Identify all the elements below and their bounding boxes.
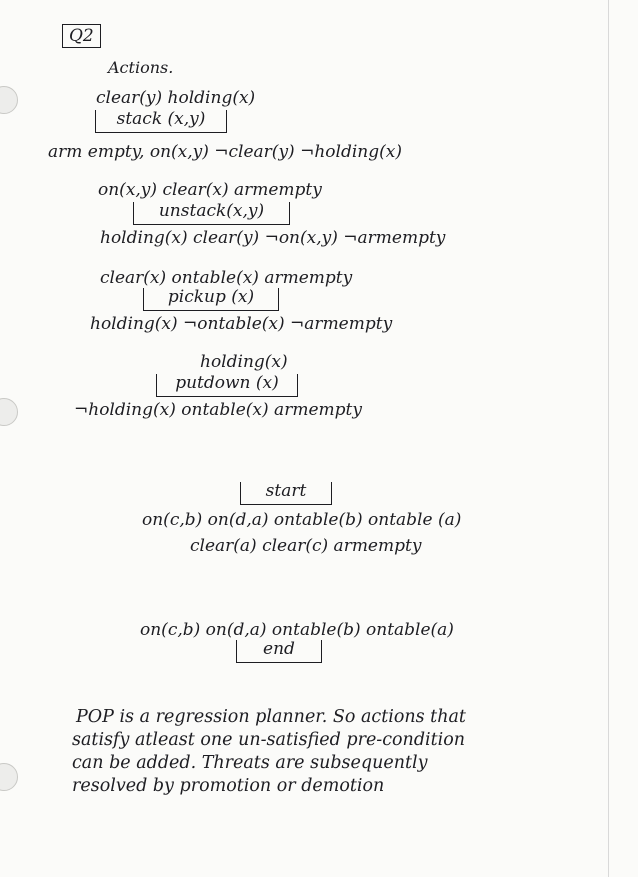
actions-heading: Actions. (108, 58, 174, 77)
punch-hole (0, 398, 18, 426)
unstack-action-box (133, 202, 290, 225)
explanation-line-2: satisfy atleast one un-satisfied pre-condition (72, 730, 466, 750)
pickup-preconditions: clear(x) ontable(x) armempty (100, 268, 353, 288)
explanation-line-1: POP is a regression planner. So actions that (76, 707, 466, 727)
punch-hole (0, 763, 18, 791)
pickup-effects: holding(x) ¬ontable(x) ¬armempty (90, 314, 393, 334)
stack-action-name: stack (x,y) (116, 109, 206, 129)
question-label (62, 24, 101, 48)
explanation-line-3: can be added. Threats are subsequently (72, 753, 428, 773)
margin-line (608, 0, 609, 877)
stack-preconditions: clear(y) holding(x) (96, 88, 256, 108)
start-effects-line1: on(c,b) on(d,a) ontable(b) ontable (a) (142, 510, 462, 530)
explanation-line-4: resolved by promotion or demotion (72, 776, 385, 796)
question-label-text: Q2 (69, 26, 94, 46)
putdown-effects: ¬holding(x) ontable(x) armempty (74, 400, 362, 420)
pickup-action-box (143, 288, 279, 311)
putdown-preconditions: holding(x) (200, 352, 288, 372)
punch-hole (0, 86, 18, 114)
end-action-box (236, 640, 322, 663)
stack-effects: arm empty, on(x,y) ¬clear(y) ¬holding(x) (48, 142, 402, 162)
putdown-action-name: putdown (x) (175, 373, 279, 393)
start-action-box (240, 482, 332, 505)
pickup-action-name: pickup (x) (167, 287, 255, 307)
start-action-name: start (265, 481, 307, 501)
unstack-preconditions: on(x,y) clear(x) armempty (98, 180, 322, 200)
end-preconditions: on(c,b) on(d,a) ontable(b) ontable(a) (140, 620, 454, 640)
unstack-effects: holding(x) clear(y) ¬on(x,y) ¬armempty (100, 228, 446, 248)
start-effects-line2: clear(a) clear(c) armempty (190, 536, 422, 556)
unstack-action-name: unstack(x,y) (158, 201, 265, 221)
stack-action-box (95, 110, 227, 133)
putdown-action-box (156, 374, 298, 397)
end-action-name: end (263, 639, 295, 659)
